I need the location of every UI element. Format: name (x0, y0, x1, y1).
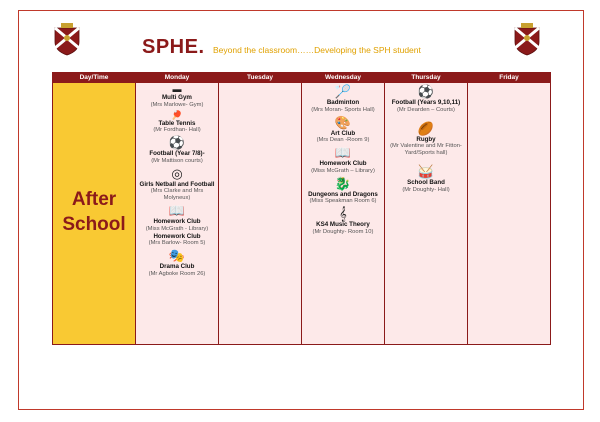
page-subtitle: Beyond the classroom……Developing the SPH student (212, 45, 421, 55)
activity-multi-gym: ▬ Multi Gym (Mrs Marlowe- Gym) (136, 83, 218, 109)
activity-girls-netball: ◎ Girls Netball and Football (Mrs Clarke and Mrs Molyneux) (139, 165, 215, 201)
column-header-monday: Monday (136, 73, 219, 83)
book-icon: 📖 (334, 145, 352, 160)
activity-school-band: 🥁 School Band (Mr Doughty- Hall) (385, 163, 467, 194)
activity-rugby: 🏉 Rugby (Mr Valentine and Mr Fitton- Yard/Sports hall) (385, 120, 467, 158)
page-title: SPHE. (142, 36, 205, 58)
friday-cell (468, 83, 551, 345)
activity-football-y91011: ⚽ Football (Years 9,10,11) (Mr Dearden – Courts) (385, 83, 467, 114)
shuttlecock-icon: 🏸 (334, 84, 352, 99)
activity-homework-club: 📖 Homework Club (Miss McGrath – Library) (302, 144, 384, 175)
column-header-thursday: Thursday (385, 73, 468, 83)
monday-cell (136, 83, 219, 345)
page-header (142, 36, 421, 59)
football-icon: ⚽ (168, 135, 186, 150)
rugby-ball-icon: 🏉 (417, 120, 435, 136)
activity-football-y78: ⚽ Football (Year 7/8)- (Mr Mattison courts) (136, 134, 218, 165)
column-header-daytime: Day/Time (53, 73, 136, 83)
football-icon: ⚽ (417, 84, 435, 99)
netball-icon: ◎ (171, 165, 183, 181)
book-icon: 📖 (168, 203, 186, 218)
table-header-row (53, 73, 551, 83)
tuesday-cell (219, 83, 302, 345)
activity-table-tennis: 🏓 Table Tennis (Mr Fordhan- Hall) (136, 109, 218, 135)
column-header-wednesday: Wednesday (302, 73, 385, 83)
activity-homework-club: 📖 Homework Club (Miss McGrath - Library) Homework Club (Mrs Barlow- Room 5) (136, 202, 218, 247)
thursday-cell (385, 83, 468, 345)
dragon-icon: 🐉 (334, 175, 352, 191)
after-school-label: After School (62, 189, 126, 235)
column-header-friday: Friday (468, 73, 551, 83)
activity-drama-club: 🎭 Drama Club (Mr Agboke Room 26) (136, 247, 218, 278)
band-icon: 🥁 (417, 164, 435, 179)
schedule-table (52, 72, 551, 345)
wednesday-cell (302, 83, 385, 345)
treble-clef-icon: 𝄞 (339, 206, 347, 221)
daytime-cell (53, 83, 136, 345)
activity-ks4-music-theory: 𝄞 KS4 Music Theory (Mr Doughty- Room 10) (302, 205, 384, 236)
table-tennis-icon: 🏓 (171, 109, 183, 120)
activity-art-club: 🎨 Art Club (Mrs Dean -Room 9) (302, 114, 384, 145)
school-crest-icon (512, 22, 542, 56)
drama-masks-icon: 🎭 (168, 248, 186, 263)
column-header-tuesday: Tuesday (219, 73, 302, 83)
activity-dungeons-dragons: 🐉 Dungeons and Dragons (Miss Speakman Room 6) (302, 175, 384, 206)
school-crest-icon (52, 22, 82, 56)
dumbbell-icon: ▬ (172, 84, 182, 94)
after-school-row (53, 83, 551, 345)
palette-icon: 🎨 (334, 114, 352, 130)
activity-badminton: 🏸 Badminton (Mrs Moran- Sports Hall) (302, 83, 384, 114)
